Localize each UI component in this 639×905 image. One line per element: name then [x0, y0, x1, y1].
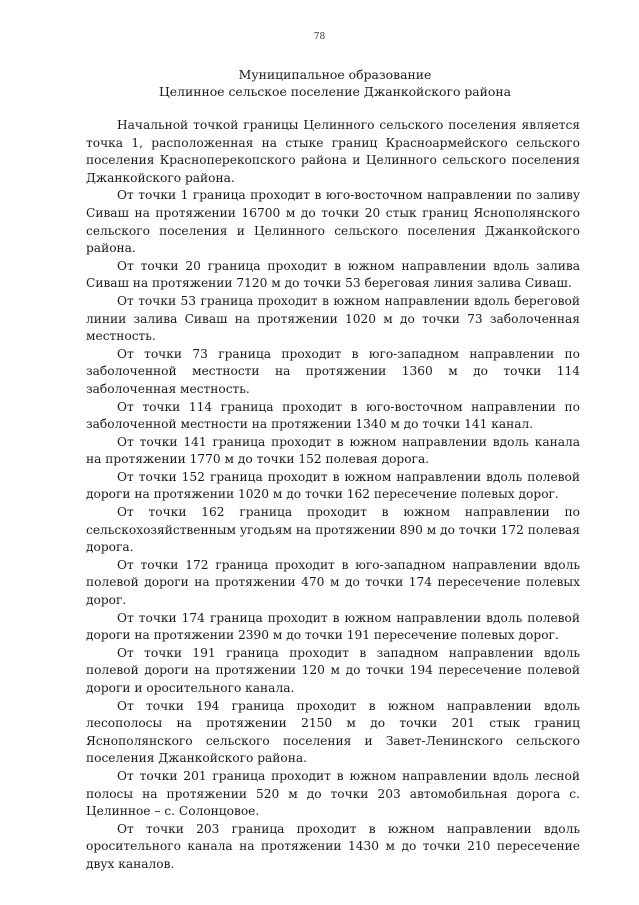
- boundary-description: [86, 117, 580, 874]
- paragraph: От точки 20 граница проходит в южном направлении вдоль залива Сиваш на протяжении 7120 м до точки 53 береговая линия залива Сиваш.: [86, 258, 580, 291]
- heading-line-municipality: Муниципальное образование: [238, 67, 432, 82]
- paragraph: От точки 203 граница проходит в южном направлении вдоль оросительного канала на протяжении 1430 м до точки 210 пересечение двух каналов.: [86, 821, 580, 871]
- heading-line-settlement: Целинное сельское поселение Джанкойского района: [158, 84, 512, 99]
- page-number: 78: [313, 32, 326, 42]
- paragraph: От точки 162 граница проходит в южном направлении по сельскохозяйственным угодьям на протяжении 890 м до точки 172 полевая дорога.: [86, 505, 580, 555]
- paragraph: От точки 172 граница проходит в юго-западном направлении вдоль полевой дороги на протяжении 470 м до точки 174 пересечение полевых дорог.: [86, 557, 580, 608]
- paragraph: От точки 174 граница проходит в южном направлении вдоль полевой дороги на протяжении 2390 м до точки 191 пересечение полевых дорог.: [86, 610, 580, 643]
- paragraph: Начальной точкой границы Целинного сельского поселения является точка 1, расположенная на стыке границ Красноармейского сельского поселения Красноперекопского района и Целинного сельского поселения Джанкойского района.: [86, 118, 580, 185]
- document-heading: [80, 66, 590, 100]
- paragraph: От точки 73 граница проходит в юго-западном направлении по заболоченной местности на протяжении 1360 м до точки 114 заболоченная местность.: [86, 346, 580, 396]
- paragraph: От точки 141 граница проходит в южном направлении вдоль канала на протяжении 1770 м до точки 152 полевая дорога.: [86, 434, 580, 467]
- paragraph: От точки 53 граница проходит в южном направлении вдоль береговой линии залива Сиваш на протяжении 1020 м до точки 73 заболоченная местность.: [86, 293, 580, 344]
- paragraph: От точки 1 граница проходит в юго-восточном направлении по заливу Сиваш на протяжении 16700 м до точки 20 стык границ Яснополянского сельского поселения и Целинного сельского поселения Джанкойского района.: [86, 188, 580, 256]
- paragraph: От точки 114 граница проходит в юго-восточном направлении по заболоченной местности на протяжении 1340 м до точки 141 канал.: [86, 399, 580, 432]
- paragraph: От точки 191 граница проходит в западном направлении вдоль полевой дороги на протяжении 120 м до точки 194 пересечение полевой дороги и оросительного канала.: [86, 645, 580, 695]
- paragraph: От точки 194 граница проходит в южном направлении вдоль лесополосы на протяжении 2150 м до точки 201 стык границ Яснополянского сельского поселения и Завет-Ленинского сельского поселения Джанкойского района.: [86, 698, 580, 766]
- paragraph: От точки 152 граница проходит в южном направлении вдоль полевой дороги на протяжении 1020 м до точки 162 пересечение полевых дорог.: [86, 469, 580, 502]
- paragraph: От точки 201 граница проходит в южном направлении вдоль лесной полосы на протяжении 520 м до точки 203 автомобильная дорога с. Целинное – с. Солонцовое.: [86, 768, 580, 819]
